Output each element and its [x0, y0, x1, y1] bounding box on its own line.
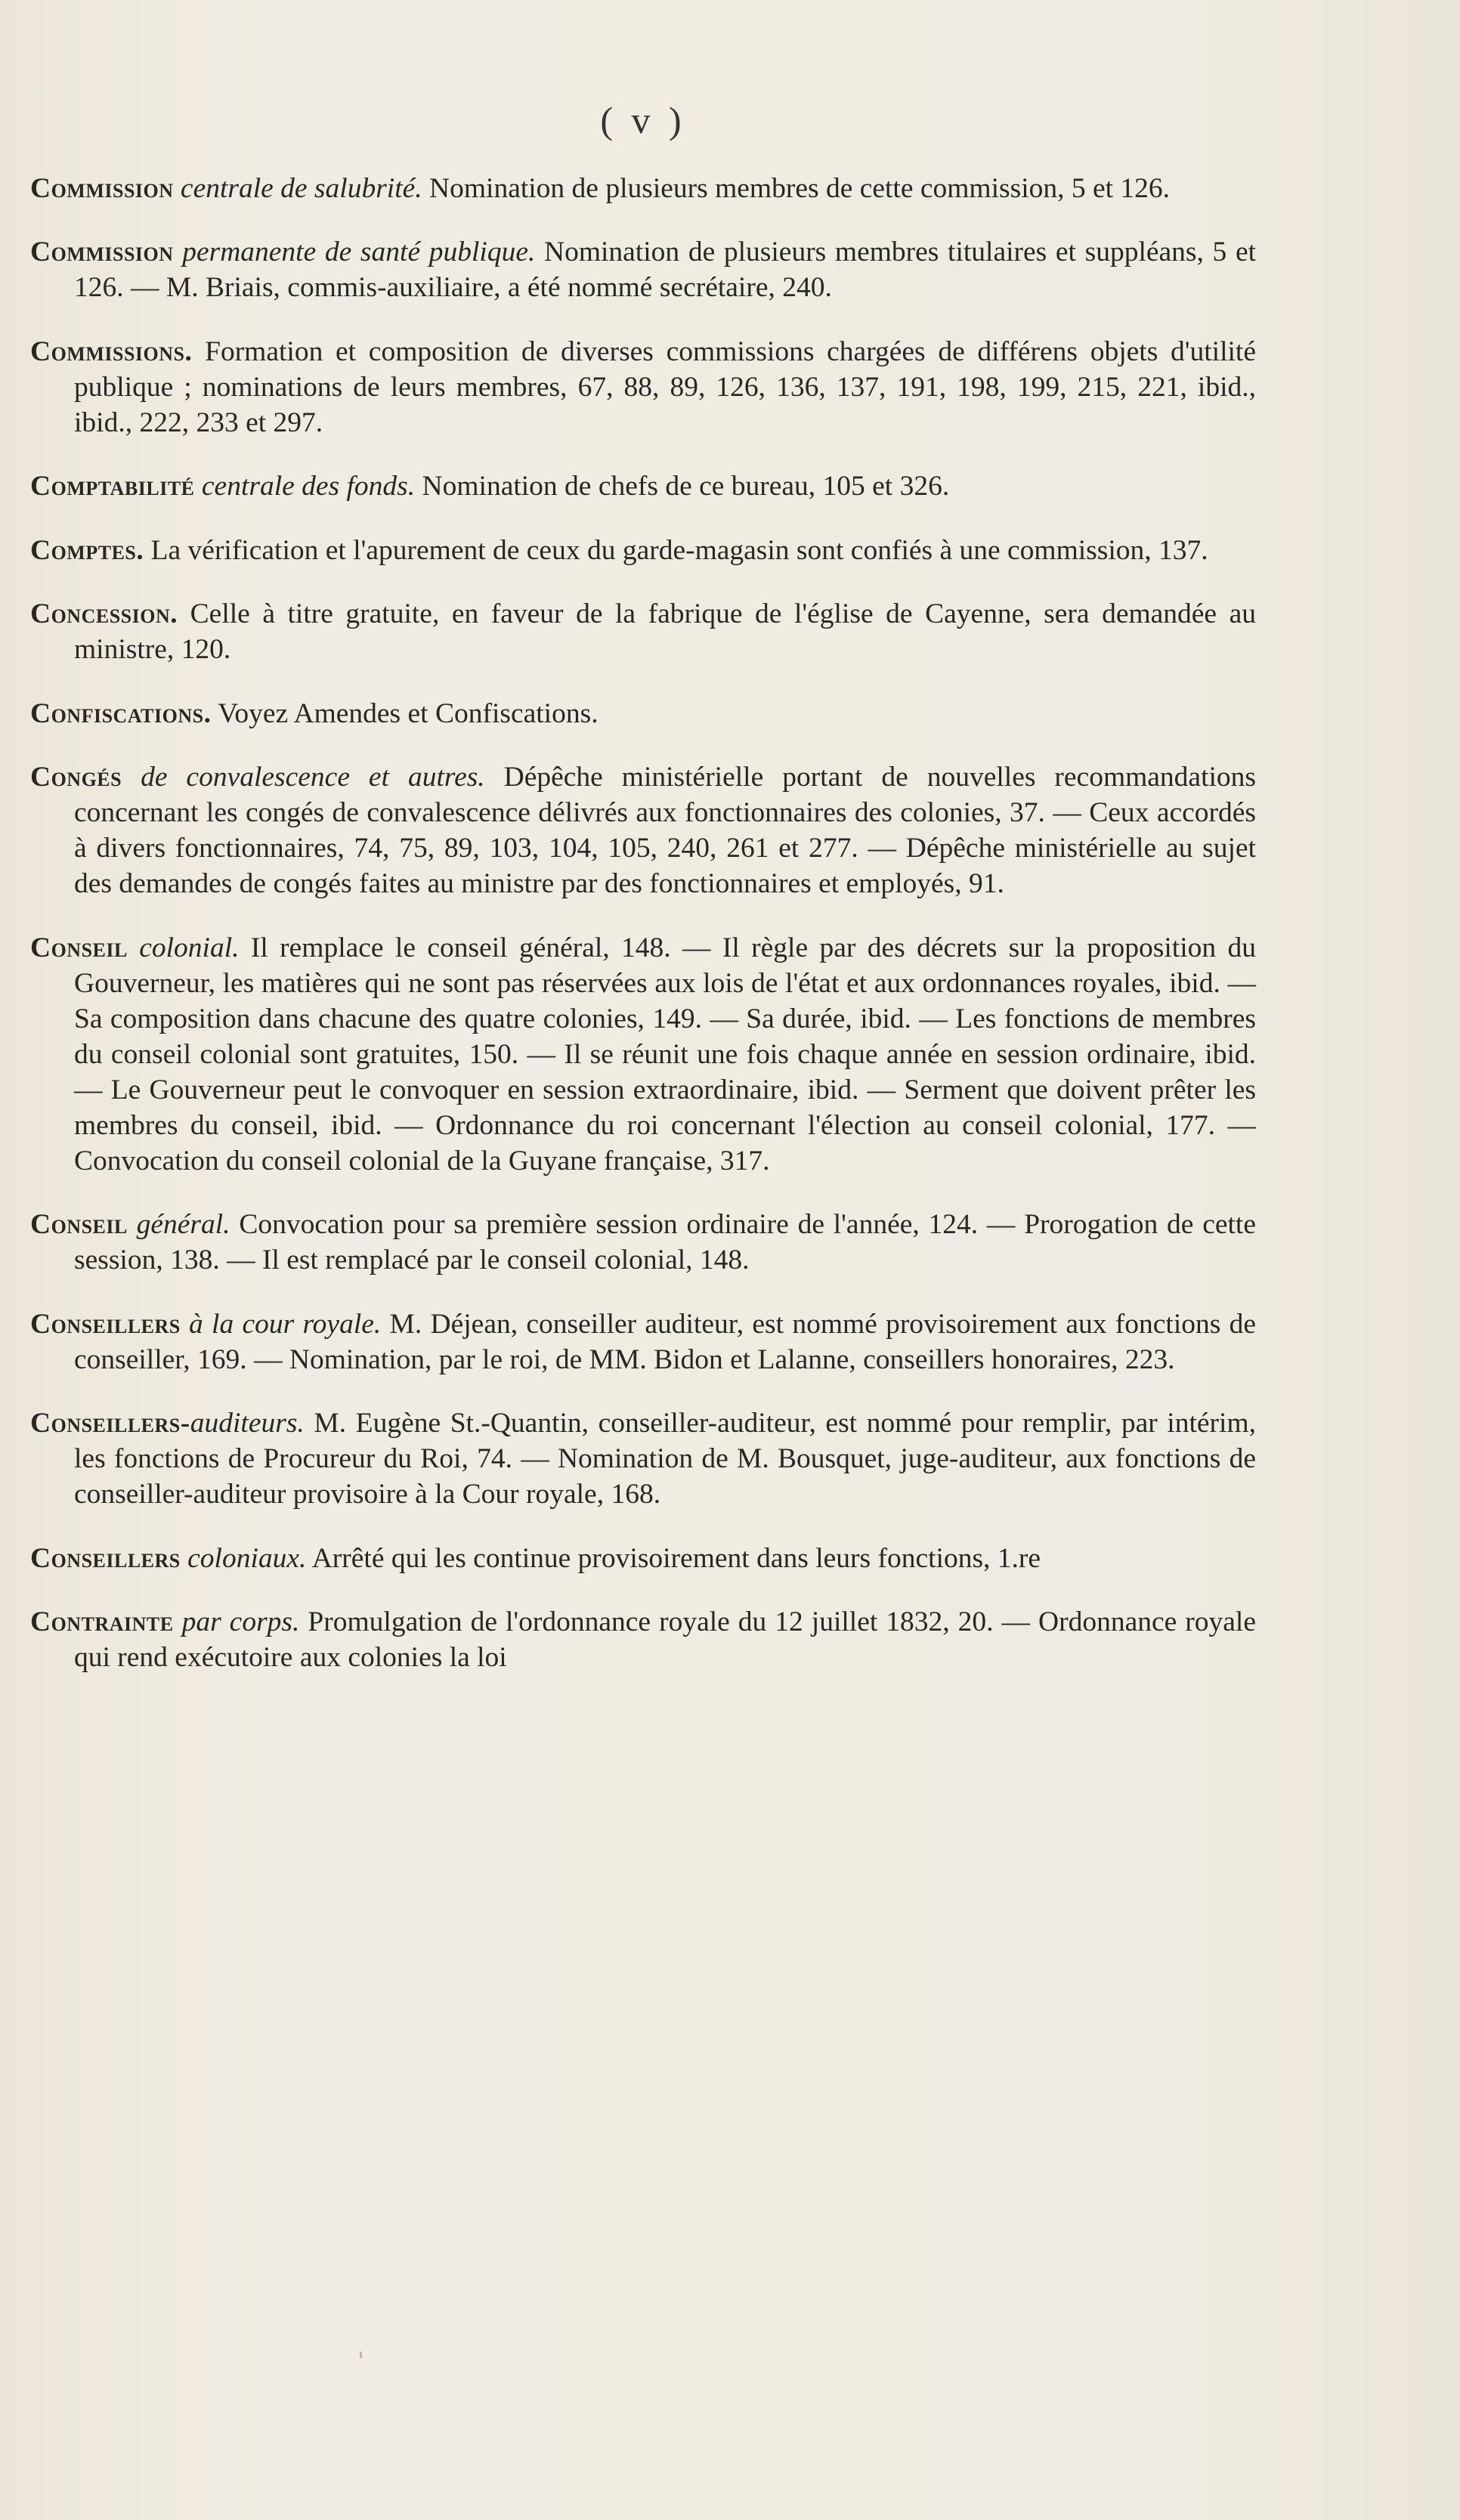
index-entries [30, 171, 1256, 1676]
entry-qualifier: de convalescence et autres. [141, 762, 485, 793]
entry-heading: Commission [30, 172, 174, 204]
index-entry [30, 1306, 1256, 1377]
index-entry [30, 1604, 1256, 1675]
index-entry [30, 1541, 1256, 1576]
entry-heading: Commission [30, 237, 174, 267]
entry-text: M. Déjean, conseiller auditeur, est nommé provisoirement aux fonctions de conseiller, 169. — Nomination, par le roi, de MM. Bidon et Lalanne, conseillers honoraires, 223. [74, 1308, 1256, 1375]
index-entry [30, 696, 1256, 731]
entry-qualifier: colonial. [139, 932, 240, 963]
entry-text: La vérification et l'apurement de ceux du garde-magasin sont confiés à une commission, 137. [150, 534, 1208, 566]
index-entry [30, 596, 1256, 667]
entry-qualifier: à la cour royale. [189, 1308, 382, 1340]
index-entry [30, 533, 1256, 568]
entry-heading: Contrainte [30, 1606, 174, 1637]
entry-heading: Conseil [30, 932, 128, 963]
page-number: ( v ) [600, 99, 686, 141]
entry-text: Il remplace le conseil général, 148. — Il règle par des décrets sur la proposition du Gouverneur, les matières qui ne sont pas réservées aux lois de l'état et aux ordonnances royales, ibid. — Sa composition dans chacune des quatre colonies, 149. — Sa durée, ibid. — Les fonctions de membres du conseil colonial sont gratuites, 150. — Il se réunit une fois chaque année en session ordinaire, ibid. — Le Gouverneur peut le convoquer en session extraordinaire, ibid. — Serment que doivent prêter les membres du conseil, ibid. — Ordonnance du roi concernant l'élection au conseil colonial, 177. — Convocation du conseil colonial de la Guyane française, 317. [74, 932, 1256, 1177]
entry-text: Nomination de plusieurs membres titulaires et suppléans, 5 et 126. — M. Briais, commis-auxiliaire, a été nommé secrétaire, 240. [74, 237, 1257, 303]
entry-heading: Commissions. [30, 335, 193, 367]
entry-qualifier: centrale de salubrité. [180, 172, 422, 204]
entry-text: Nomination de chefs de ce bureau, 105 et 326. [422, 471, 950, 502]
entry-heading: Confiscations. [30, 697, 212, 729]
entry-text: Arrêté qui les continue provisoirement dans leurs fonctions, 1.re [311, 1542, 1041, 1574]
entry-qualifier: par corps. [181, 1606, 300, 1637]
entry-text: Nomination de plusieurs membres de cette commission, 5 et 126. [429, 172, 1171, 204]
index-entry [30, 1207, 1256, 1278]
paper-speck [360, 2351, 362, 2358]
entry-text: Promulgation de l'ordonnance royale du 12 juillet 1832, 20. — Ordonnance royale qui rend exécutoire aux colonies la loi [74, 1606, 1257, 1673]
entry-text: Voyez Amendes et Confiscations. [218, 697, 599, 729]
index-entry [30, 468, 1256, 504]
entry-qualifier: auditeurs. [190, 1408, 305, 1439]
entry-heading: Comptes. [30, 534, 144, 566]
index-entry [30, 930, 1256, 1179]
entry-heading: Concession. [30, 598, 178, 629]
entry-qualifier: coloniaux. [187, 1542, 307, 1574]
entry-qualifier: général. [136, 1209, 230, 1240]
index-entry [30, 171, 1256, 206]
entry-heading: Congés [30, 762, 122, 793]
entry-text: M. Eugène St.-Quantin, conseiller-auditeur, est nommé pour remplir, par intérim, les fonctions de Procureur du Roi, 74. — Nomination de M. Bousquet, juge-auditeur, aux fonctions de conseiller-auditeur provisoire à la Cour royale, 168. [74, 1408, 1256, 1510]
entry-text: Convocation pour sa première session ordinaire de l'année, 124. — Prorogation de cette session, 138. — Il est remplacé par le conseil colonial, 148. [74, 1209, 1256, 1275]
index-entry [30, 234, 1256, 305]
entry-heading: Conseil [30, 1209, 128, 1240]
index-entry [30, 1405, 1256, 1512]
entry-heading: Conseillers- [30, 1408, 190, 1439]
entry-qualifier: permanente de santé publique. [182, 237, 536, 267]
index-entry [30, 759, 1256, 901]
entry-heading: Conseillers [30, 1308, 181, 1340]
entry-text: Dépêche ministérielle portant de nouvelles recommandations concernant les congés de convalescence délivrés aux fonctionnaires des colonies, 37. — Ceux accordés à divers fonctionnaires, 74, 75, 89, 103, 104, 105, 240, 261 et 277. — Dépêche ministérielle au sujet des demandes de congés faites au ministre par des fonctionnaires et employés, 91. [74, 762, 1256, 899]
entry-heading: Comptabilité [30, 471, 195, 502]
entry-heading: Conseillers [30, 1542, 181, 1574]
entry-text: Formation et composition de diverses commissions chargées de différens objets d'utilité publique ; nominations de leurs membres, 67, 88, 89, 126, 136, 137, 191, 198, 199, 215, 221, ibid., ibid., 222, 233 et 297. [74, 335, 1256, 438]
entry-text: Celle à titre gratuite, en faveur de la fabrique de l'église de Cayenne, sera demandée au ministre, 120. [74, 598, 1257, 665]
entry-qualifier: centrale des fonds. [201, 471, 416, 502]
index-entry [30, 334, 1256, 441]
